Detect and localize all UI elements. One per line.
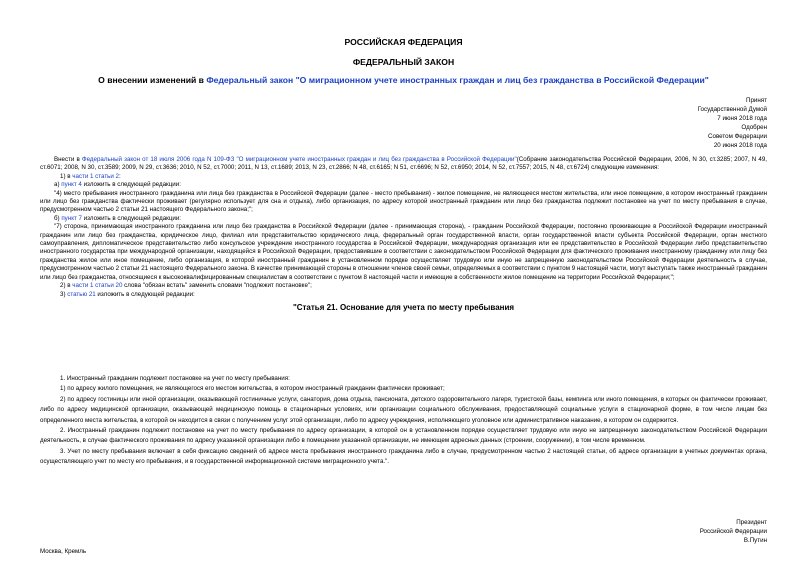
item1b-tail: изложить в следующей редакции: xyxy=(81,214,182,222)
title-law-link[interactable]: Федеральный закон "О миграционном учете иностранных граждан и лиц без гражданства в Российской Федерации" xyxy=(206,75,709,85)
approved-date: 20 июня 2018 года xyxy=(713,142,767,150)
article-para-1: 1. Иностранный гражданин подлежит постановке на учет по месту пребывания: xyxy=(60,375,290,382)
intro-text: Внести в xyxy=(54,156,82,163)
article-para-3: 3. Учет по месту пребывания включает в себя фиксацию сведений об адресе места пребывания иностранного гражданина либо в случае, предусмотренном частью 2 настоящей статьи, об адресе организации в учетных документах органа, осуществляющего учет по месту его пребывания, и в государственной информационной системе миграционного учета.". xyxy=(40,447,767,466)
quote-point-7: "7) сторона, принимающая иностранного гражданина или лицо без гражданства в Российской Федерации (далее - принимающая сторона), - гражданин Российской Федерации, постоянно проживающие в Российской Федерации иностранный гражданин или лицо без гражданства, юридическое лицо, филиал или представительство юридического лица, федеральный орган государственной власти, орган государственной власти субъекта Российской Федерации, орган местного самоуправления, дипломатическое представительство либо консульское учреждение иностранного государства в Российской Федерации, международная организация или ее представительство в Российской Федерации либо представительство иностранного государства при международной организации, находящейся в Российской Федерации, предоставившие в соответствии с законодательством Российской Федерации для фактического проживания иностранному гражданину или лицу без гражданства жилое или иное помещение, либо организация, в которой иностранный гражданин в установленном порядке осуществляет трудовую или иную не запрещенную законодательством Российской Федерации деятельность в случае, предусмотренном частью 2 статьи 21 настоящего Федерального закона. В качестве принимающей стороны в отношении членов своей семьи, определяемых в соответствии с пунктом 9 настоящей части, могут выступать также иностранный гражданин или лицо без гражданства, относящиеся к высококвалифицированным специалистам в соответствии с пунктом 8 настоящей части и имеющие в собственности жилое помещение на территории Российской Федерации;"; xyxy=(40,223,767,281)
article-para-1-1: 1) по адресу жилого помещения, не являющегося его местом жительства, в котором иностранный гражданин фактически проживает; xyxy=(60,385,445,393)
item3-tail: изложить в следующей редакции: xyxy=(95,290,195,298)
article-2-part-1-link[interactable]: части 1 статьи 2 xyxy=(72,172,119,180)
adopted-date: 7 июня 2018 года xyxy=(717,115,767,123)
item1a-tail: изложить в следующей редакции: xyxy=(81,181,181,189)
country-heading: РОССИЙСКАЯ ФЕДЕРАЦИЯ xyxy=(344,37,463,47)
adopted-by: Государственной Думой xyxy=(697,106,767,114)
article-para-1-2: 2) по адресу гостиницы или иной организации, оказывающей гостиничные услуги, санатория, дома отдыха, пансионата, детского оздоровительного лагеря, туристской базы, кемпинга или иного помещения, в которых он фактически проживает, либо по адресу медицинской организации, оказывающей медицинскую помощь в стационарных условиях, или организации социального обслуживания, предоставляющей социальные услуги в стационарной форме, в том числе лицам без определенного места жительства, в которой он находится в связи с получением услуг этой организации, либо по адресу учреждения, исполняющего уголовное или административное наказание, в котором он содержится. xyxy=(40,395,767,424)
amendment-item-1b xyxy=(40,215,767,223)
item1-tail: : xyxy=(119,172,121,180)
quote-point-4: "4) место пребывания иностранного гражданина или лица без гражданства в Российской Федерации (далее - место пребывания) - жилое помещение, не являющееся местом жительства, или иное помещение, в котором иностранный гражданин или лицо без гражданства фактически проживает (регулярно использует для сна и отдыха), либо организация, по адресу которой иностранный гражданин или лицо без гражданства подлежит постановке на учет по месту пребывания в случае, предусмотренном частью 2 статьи 21 настоящего Федерального закона;"; xyxy=(40,189,767,214)
item1b-text: б) xyxy=(54,214,62,222)
signer-title: Президент xyxy=(736,519,767,526)
approved-label: Одобрен xyxy=(741,124,767,132)
article-para-2: 2. Иностранный гражданин подлежит постановке на учет по месту пребывания по адресу организации, в которой он в установленном порядке осуществляет трудовую или иную не запрещенную законодательством Российской Федерации деятельность, в случае фактического проживания по адресу указанной организации либо в помещении указанной организации, не имеющем адресных данных (строении, сооружении), в том числе временном. xyxy=(40,427,767,445)
title-prefix: О внесении изменений в xyxy=(98,75,207,85)
amendment-item-1a xyxy=(40,181,767,189)
item1-text: 1) в xyxy=(60,172,73,180)
item1a-text: а) xyxy=(54,181,62,189)
point-4-link[interactable]: пункт 4 xyxy=(61,181,82,189)
signing-place: Москва, Кремль xyxy=(40,548,87,555)
document-type-heading: ФЕДЕРАЛЬНЫЙ ЗАКОН xyxy=(352,57,455,67)
article-21-heading: "Статья 21. Основание для учета по месту пребывания xyxy=(292,302,515,312)
adoption-info xyxy=(698,96,767,151)
amendment-item-1 xyxy=(40,173,767,181)
intro-paragraph xyxy=(40,156,767,173)
signer-name: В.Путин xyxy=(743,537,767,545)
adopted-label: Принят xyxy=(746,97,767,104)
article-20-part-1-link[interactable]: части 1 статьи 20 xyxy=(72,282,123,290)
point-7-link[interactable]: пункт 7 xyxy=(61,214,82,222)
law-109-link[interactable]: Федеральный закон от 18 июля 2006 года N 109-ФЗ "О миграционном учете иностранных граждан и лиц без гражданства в Российской Федерации" xyxy=(81,156,517,163)
document-title xyxy=(0,76,807,84)
approved-by: Советом Федерации xyxy=(708,133,767,141)
item2-tail: слова "обязан встать" заменить словами "подлежит постановке"; xyxy=(122,282,312,290)
item3-text: 3) xyxy=(60,290,68,298)
signature-block xyxy=(700,518,767,545)
document-body xyxy=(40,156,767,322)
amendment-item-2 xyxy=(40,282,767,290)
article-21-text xyxy=(40,374,767,468)
signer-country: Российской Федерации xyxy=(699,528,767,536)
intro-sources: (Собрание законодательства Российской Федерации, 2006, N 30, ст.3285; 2007, N 49, ст.6071; 2008, N 30, ст.3589; 2009, N 29, ст.3636; 2010, N 52, ст.7000; 2011, N 13, ст.1689; 2013, N 23, ст.2866; N 48, ст.6165; N 51, ст.6696; N 52, ст.6950; 2014, N 52, ст.7557; 2015, N 48, ст.6724) следующие изменения: xyxy=(40,156,767,172)
amendment-item-3 xyxy=(40,291,767,299)
article-21-link[interactable]: статью 21 xyxy=(67,290,96,298)
item2-text: 2) в xyxy=(60,282,73,290)
